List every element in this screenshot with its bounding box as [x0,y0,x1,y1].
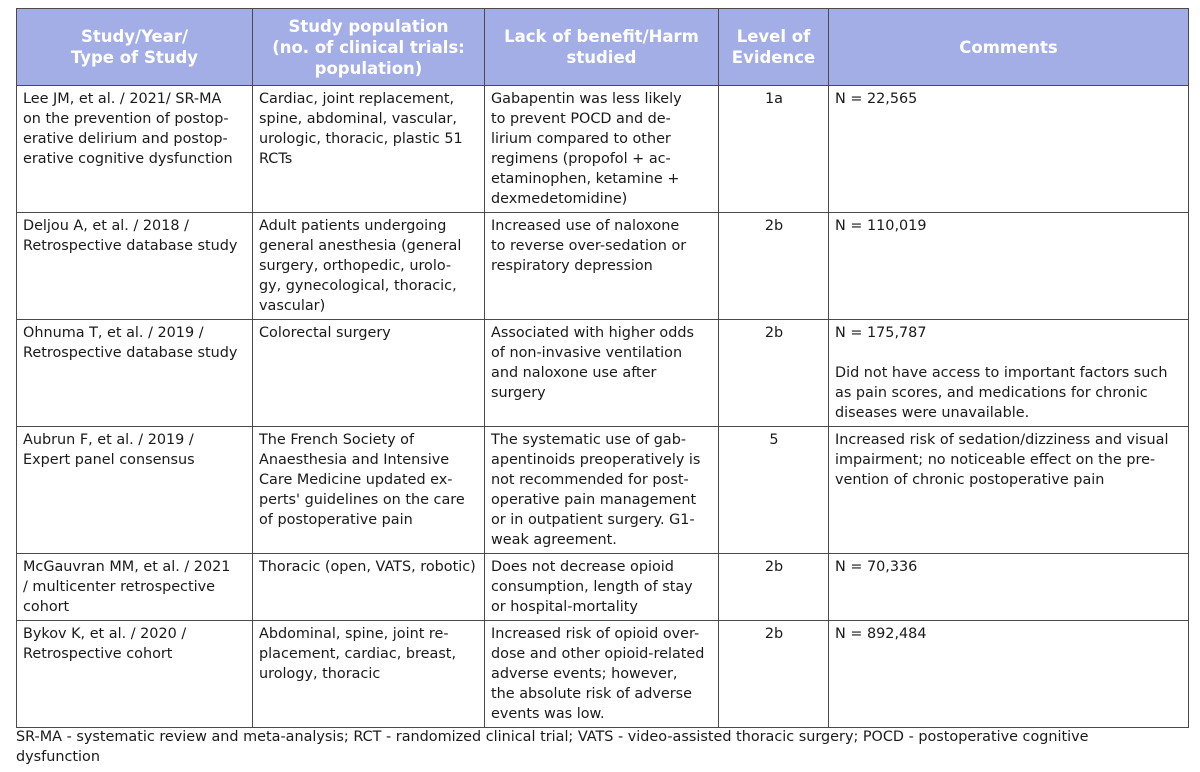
cell-population: Cardiac, joint replacement, spine, abdominal, vascular, urologic, thoracic, plastic 51 RCTs [253,86,485,213]
cell-level: 5 [719,427,829,554]
cell-comments: N = 892,484 [829,621,1189,728]
cell-comments: N = 70,336 [829,554,1189,621]
cell-harm: Associated with higher odds of non-invasive ventilation and naloxone use after surgery [485,320,719,427]
cell-study: Ohnuma T, et al. / 2019 / Retrospective database study [17,320,253,427]
header-study: Study/Year/ Type of Study [17,9,253,86]
header-row [17,9,1189,86]
cell-comments: Increased risk of sedation/dizziness and visual impairment; no noticeable effect on the pre- vention of chronic postoperative pain [829,427,1189,554]
cell-population: Thoracic (open, VATS, robotic) [253,554,485,621]
cell-harm: Gabapentin was less likely to prevent POCD and de- lirium compared to other regimens (propofol + ac- etaminophen, ketamine + dexmedetomidine) [485,86,719,213]
cell-level: 2b [719,213,829,320]
cell-population: Colorectal surgery [253,320,485,427]
evidence-table [16,8,1189,728]
cell-study: Bykov K, et al. / 2020 / Retrospective cohort [17,621,253,728]
cell-study: Lee JM, et al. / 2021/ SR-MA on the prevention of postop- erative delirium and postop- erative cognitive dysfunction [17,86,253,213]
table-row [17,320,1189,427]
cell-harm: Increased risk of opioid over- dose and other opioid-related adverse events; however, the absolute risk of adverse events was low. [485,621,719,728]
header-level: Level of Evidence [719,9,829,86]
table-footnote: SR-MA - systematic review and meta-analysis; RCT - randomized clinical trial; VATS - video-assisted thoracic surgery; POCD - postoperative cognitive dysfunction [16,729,1089,765]
cell-harm: Does not decrease opioid consumption, length of stay or hospital-mortality [485,554,719,621]
header-population: Study population (no. of clinical trials: population) [253,9,485,86]
cell-harm: The systematic use of gab- apentinoids preoperatively is not recommended for post- operative pain management or in outpatient surgery. G1- weak agreement. [485,427,719,554]
table-row [17,554,1189,621]
cell-population: Abdominal, spine, joint re- placement, cardiac, breast, urology, thoracic [253,621,485,728]
table-row [17,213,1189,320]
table-row [17,86,1189,213]
table-row [17,427,1189,554]
cell-comments: N = 22,565 [829,86,1189,213]
cell-population: Adult patients undergoing general anesthesia (general surgery, orthopedic, urolo- gy, gynecological, thoracic, vascular) [253,213,485,320]
cell-population: The French Society of Anaesthesia and Intensive Care Medicine updated ex- perts' guidelines on the care of postoperative pain [253,427,485,554]
header-harm: Lack of benefit/Harm studied [485,9,719,86]
cell-harm: Increased use of naloxone to reverse over-sedation or respiratory depression [485,213,719,320]
cell-level: 1a [719,86,829,213]
cell-level: 2b [719,621,829,728]
cell-study: Aubrun F, et al. / 2019 / Expert panel consensus [17,427,253,554]
table-header [17,9,1189,86]
cell-study: Deljou A, et al. / 2018 / Retrospective database study [17,213,253,320]
table-row [17,621,1189,728]
cell-study: McGauvran MM, et al. / 2021 / multicenter retrospective cohort [17,554,253,621]
cell-comments: N = 110,019 [829,213,1189,320]
header-comments: Comments [829,9,1189,86]
cell-level: 2b [719,554,829,621]
cell-comments: N = 175,787 Did not have access to important factors such as pain scores, and medications for chronic diseases were unavailable. [829,320,1189,427]
cell-level: 2b [719,320,829,427]
table-body [17,86,1189,728]
